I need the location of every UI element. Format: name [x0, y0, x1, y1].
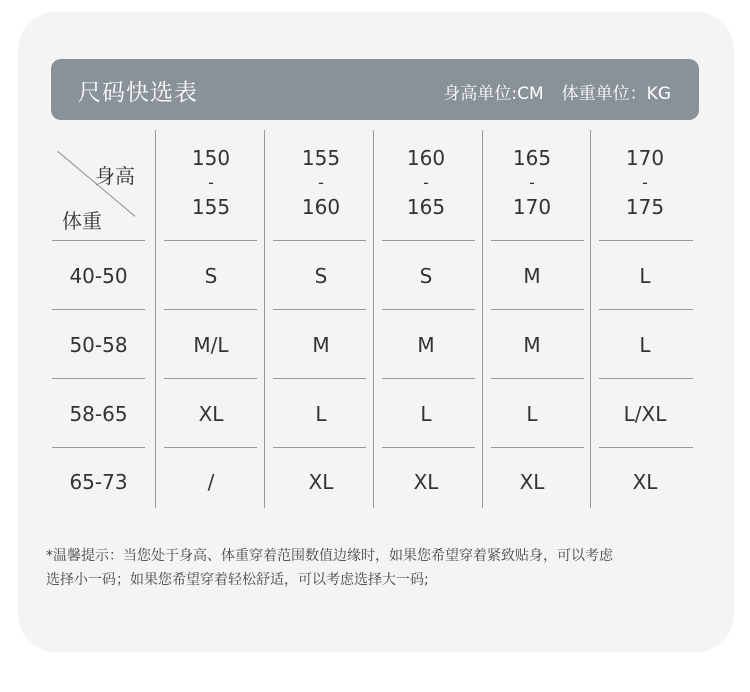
size-cell: XL [308, 470, 334, 494]
size-cell: XL [198, 402, 224, 426]
row-divider [382, 309, 475, 310]
row-divider [52, 240, 145, 241]
row-divider [273, 240, 366, 241]
size-cell: L [639, 333, 651, 357]
size-cell: L [639, 264, 651, 288]
column-divider [590, 130, 591, 508]
row-divider [599, 240, 693, 241]
weight-range-label: 50-58 [69, 333, 128, 357]
weight-unit: 体重单位：KG [561, 84, 671, 104]
height-range-header: 165 - 170 [512, 146, 552, 219]
size-cell: M [312, 333, 330, 357]
row-divider [273, 447, 366, 448]
size-cell: XL [632, 470, 658, 494]
fit-tip-line: *温馨提示：当您处于身高、体重穿着范围数值边缘时，如果您希望穿着紧致贴身，可以考虑 [46, 548, 613, 564]
weight-range-label: 58-65 [69, 402, 128, 426]
height-range-header: 155 - 160 [301, 146, 341, 219]
row-divider [164, 447, 257, 448]
row-divider [382, 378, 475, 379]
row-divider [491, 447, 584, 448]
height-range-header: 170 - 175 [625, 146, 665, 219]
row-divider [164, 378, 257, 379]
row-divider [273, 309, 366, 310]
weight-range-label: 65-73 [69, 470, 128, 494]
size-cell: / [207, 470, 215, 494]
row-divider [491, 378, 584, 379]
size-cell: XL [413, 470, 439, 494]
column-divider [264, 130, 265, 508]
fit-tip-note [46, 544, 706, 592]
size-cell: M [523, 333, 541, 357]
corner-height-label: 身高 [95, 164, 135, 188]
row-divider [599, 447, 693, 448]
row-divider [273, 378, 366, 379]
row-divider [599, 309, 693, 310]
size-cell: L [420, 402, 432, 426]
row-divider [491, 240, 584, 241]
size-cell: M [417, 333, 435, 357]
weight-range-label: 40-50 [69, 264, 128, 288]
height-range-header: 160 - 165 [406, 146, 446, 219]
unit-info [443, 79, 671, 104]
column-divider [373, 130, 374, 508]
size-cell: L [526, 402, 538, 426]
row-divider [382, 240, 475, 241]
corner-weight-label: 体重 [62, 209, 102, 233]
size-cell: M [523, 264, 541, 288]
height-range-header: 150 - 155 [191, 146, 231, 219]
table-header-bar [51, 59, 699, 120]
size-cell: S [204, 264, 218, 288]
row-divider [52, 378, 145, 379]
row-divider [164, 309, 257, 310]
size-cell: L/XL [623, 402, 667, 426]
row-divider [491, 309, 584, 310]
size-cell: L [315, 402, 327, 426]
size-cell: S [419, 264, 433, 288]
row-divider [52, 309, 145, 310]
row-divider [382, 447, 475, 448]
height-unit: 身高单位:CM [443, 84, 544, 104]
row-divider [164, 240, 257, 241]
row-divider [599, 378, 693, 379]
chart-title: 尺码快选表 [78, 80, 198, 106]
row-divider [52, 447, 145, 448]
fit-tip-line: 选择小一码；如果您希望穿着轻松舒适，可以考虑选择大一码; [46, 572, 429, 588]
size-cell: XL [519, 470, 545, 494]
size-cell: M/L [193, 333, 229, 357]
size-cell: S [314, 264, 328, 288]
column-divider [155, 130, 156, 508]
